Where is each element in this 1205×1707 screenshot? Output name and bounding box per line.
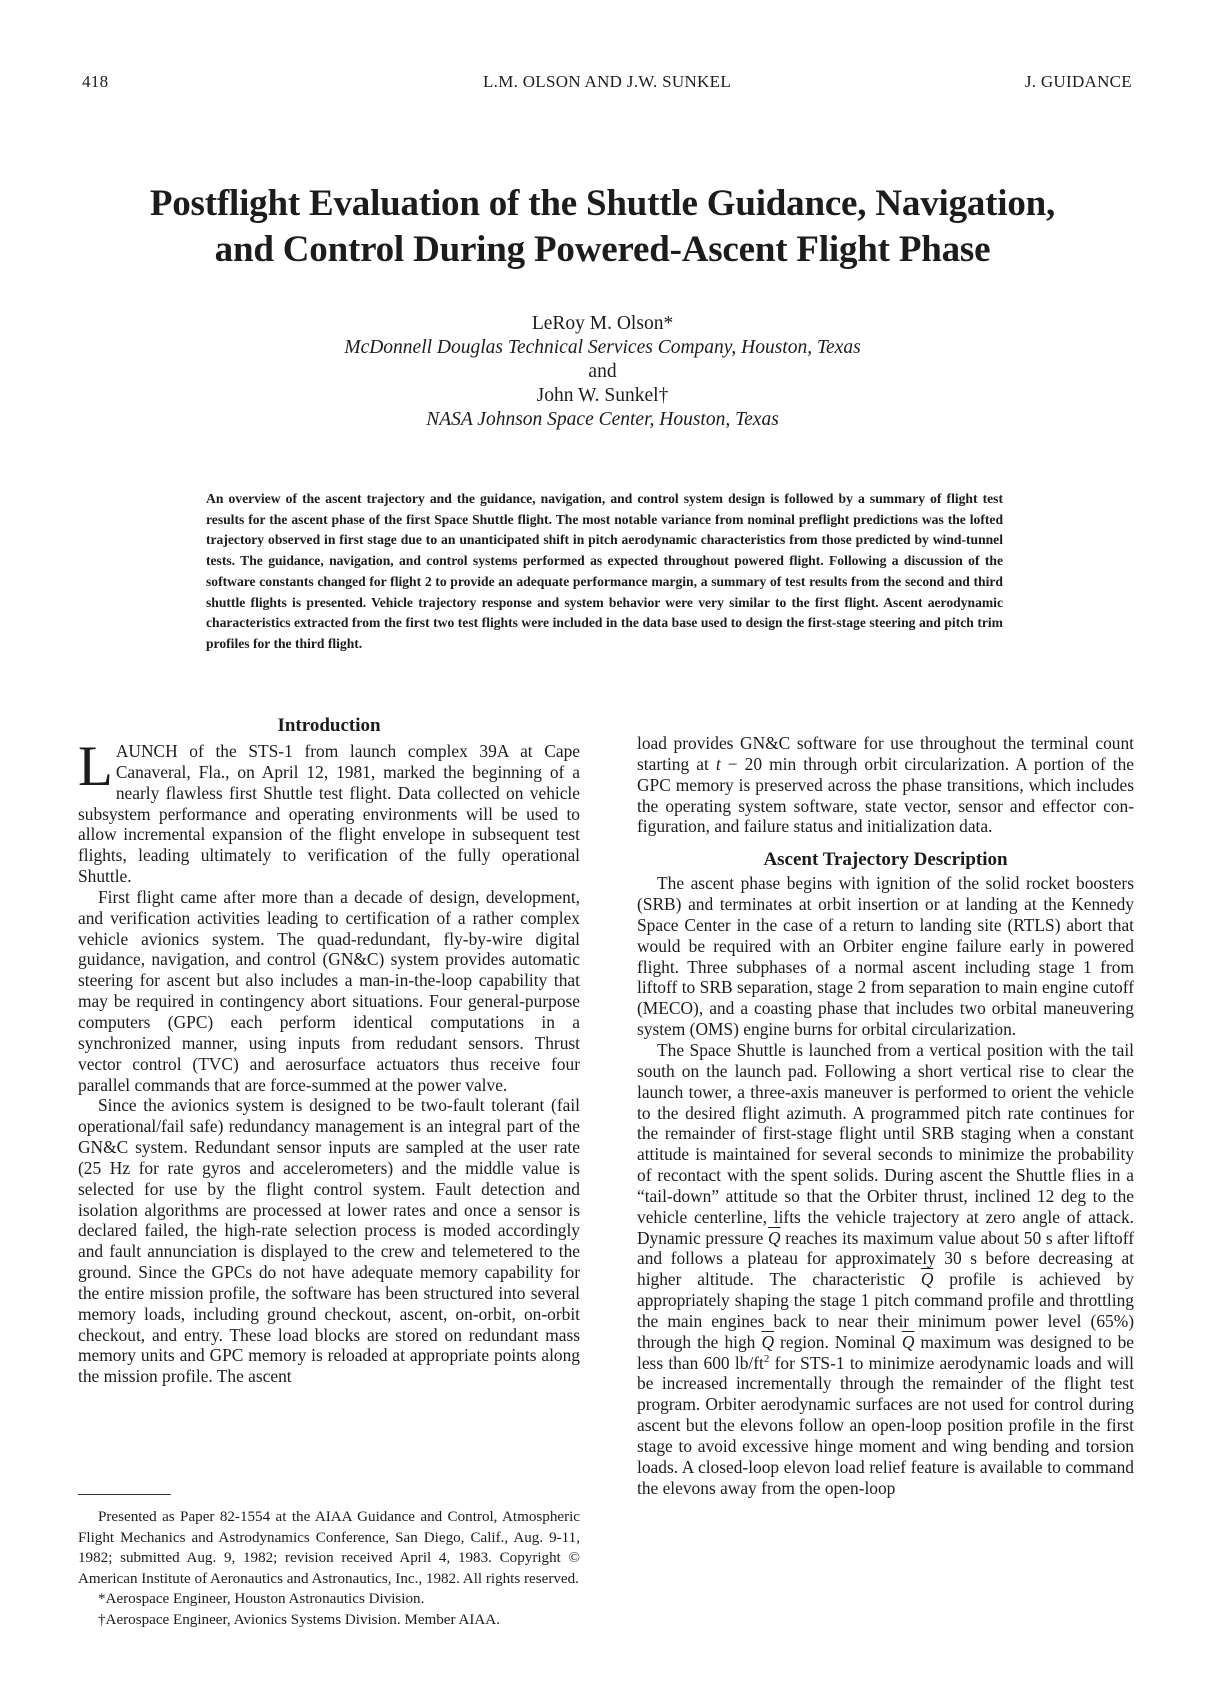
abstract: An overview of the ascent trajectory and the guidance, navigation, and control system design is followed by a summary of flight test results for the ascent phase of the first Space Shuttle flight. The most notable variance from nominal preflight predictions was the lofted trajectory observed in first stage due to an unanticipated shift in pitch aerodynamic characteristics from those predicted by wind-tunnel tests. The guidance, navigation, and control systems performed as expected throughout powered flight. Following a discussion of the software constants changed for flight 2 to provide an adequate performance margin, a summary of test results from the second and third shuttle flights is presented. Vehicle trajectory response and system behavior were very similar to the first flight. Ascent aerodynamic characteristics extracted from the first two test flights were included in the data base used to design the first-stage steering and pitch trim profiles for the third flight. [206,491,1003,651]
dynamic-pressure-symbol: $\overline{Q}$ [901,1331,915,1352]
text-run: The Space Shuttle is launched from a vertical position with the tail south on the launch pad. Following a short vertical rise to clear the launch tower, a three-axis maneuver is performed to orient the vehicle to the desired flight azimuth. A programmed pitch rate continues for the remainder of first-stage flight until SRB staging when a constant attitude is maintained for several seconds to minimize the probability of recontact with the spent solids. During ascent the Shuttle flies in a “tail-down” attitude so that the Orbiter thrust, inclined 12 deg to the vehicle centerline, lifts the vehicle trajectory at zero angle of attack. Dynamic pressure [637,1039,1134,1248]
introduction-paragraph-1 [78,735,580,887]
footnotes [78,1507,580,1631]
dynamic-pressure-symbol: $\overline{Q}$ [767,1227,781,1248]
footnote-presented: Presented as Paper 82-1554 at the AIAA Guidance and Control, Atmospheric Flight Mechanics and Astrodynamics Conference, San Diego, Calif., Aug. 9-11, 1982; submitted Aug. 9, 1982; revision received April 4, 1983. Copyright © American Institute of Aeronautics and Astronautics, Inc., 1982. All rights reserved. [78,1509,580,1587]
introduction-paragraph-continued [637,733,1134,837]
author-affiliation-1: McDonnell Douglas Technical Services Company, Houston, Texas [344,337,861,358]
footnote-author-2: †Aerospace Engineer, Avionics Systems Division. Member AIAA. [98,1611,500,1628]
journal-name: J. GUIDANCE [1024,72,1132,91]
text-run: region. Nominal [774,1331,902,1352]
dynamic-pressure-symbol: $\overline{Q}$ [761,1331,774,1352]
introduction-heading: Introduction [277,715,381,736]
author-affiliation-2: NASA Johnson Space Center, Houston, Texas [426,409,779,430]
footnote-author-1: *Aerospace Engineer, Houston Astronautics Division. [98,1591,425,1608]
text-run: profile is achieved by appropriately shaping the stage 1 pitch command profile and throttling the main engines back to near their minimum power level (65%) through the high [637,1269,1135,1352]
ascent-paragraph-1: The ascent phase begins with ignition of the solid rocket boosters (SRB) and terminates at orbit insertion or at landing at the Kennedy Space Center in the case of a return to landing site (RTLS) abort that would be required with an Orbiter engine failure early in powered flight. Three subphases of a normal ascent including stage 1 from liftoff to SRB separation, stage 2 from separation to main engine cutoff (MECO), and a coasting phase that includes two orbital maneuvering system (OMS) engine burns for orbital circularization. [637,873,1134,1040]
dynamic-pressure-symbol: $\overline{Q}$ [920,1269,934,1290]
text-run: for STS-1 to minimize aerodynamic loads and will be increased incrementally through the remainder of the flight test program. Orbiter aerodynamic surfaces are not used for control during ascent but the elevons follow an open-loop position profile in the first stage to avoid excessive hinge moment and wing bending and torsion loads. A closed-loop elevon load relief feature is available to command the elevons away from the open-loop [637,1352,1134,1498]
paper-title [60,181,1145,273]
text-run: − 20 min through orbit circularization. A portion of the GPC memory is preserved across the phase transitions, which includes the operating system software, state vector, sensor and effector configuration, and failure status and initialization data. [637,753,1134,837]
page-number: 418 [82,72,109,91]
drop-cap: L [78,735,113,798]
introduction-paragraph-2: First flight came after more than a decade of design, development, and verification activities leading to certification of a rather complex vehicle avionics system. The quad-redundant, fly-by-wire digital guidance, navigation, and control (GN&C) system provides automatic steering for ascent but also includes a man-in-the-loop capability that may be required in contingency abort situations. Four general-purpose computers (GPC) each perform identical computations in a synchronized manner, using inputs from redudant sensors. Thrust vector control (TVC) and aerosurface actuators thus receive four parallel commands that are force-summed at the power valve. [78,886,580,1095]
running-head-authors: L.M. OLSON AND J.W. SUNKEL [482,72,732,91]
footnote-divider [78,1494,171,1495]
author-name-1: LeRoy M. Olson* [531,313,674,334]
ascent-paragraph-2 [637,1040,1134,1499]
time-variable: t [715,753,721,774]
author-conjunction: and [588,361,617,382]
title-line-1: Postflight Evaluation of the Shuttle Guidance, Navigation, [149,183,1056,224]
author-name-2: John W. Sunkel† [536,385,669,406]
author-block [160,312,1045,432]
title-line-2: and Control During Powered-Ascent Flight Phase [214,229,991,270]
text-run: reaches its maximum value about 50 s after liftoff and follows a plateau for approximately 30 s before decreasing at higher altitude. The characteristic [637,1227,1134,1290]
text-run: load provides GN&C software for use throughout the terminal count starting at [637,733,1134,774]
text-run: maximum was designed to be less than 600 lb/ft [637,1331,1134,1373]
superscript: 2 [763,1352,770,1365]
left-column [78,714,580,1387]
right-column [637,733,1134,1499]
introduction-paragraph-3: Since the avionics system is designed to be two-fault tolerant (fail operational/fail safe) redundancy management is an integral part of the GN&C system. Redundant sensor inputs are sampled at the user rate (25 Hz for rate gyros and accelerometers) and the middle value is selected for use by the flight control system. Fault detection and isolation algorithms are processed at lower rates and once a sensor is declared failed, the high-rate selection process is moded accordingly and fault annunciation is displayed to the crew and telemetered to the ground. Since the GPCs do not have adequate memory capability for the entire mission profile, the software has been structured into several memory loads, including ground checkout, ascent, on-orbit, on-orbit checkout, and entry. These load blocks are stored on redundant mass memory units and GPC memory is reloaded at appropriate points along the mission profile. The ascent [78,1095,580,1387]
ascent-heading: Ascent Trajectory Description [763,849,1008,871]
running-header [82,72,1132,98]
introduction-paragraph-1-text: AUNCH of the STS-1 from launch complex 39A at Cape Canaveral, Fla., on April 12, 1981, marked the beginning of a nearly flawless first Shuttle test flight. Data collected on vehicle subsystem performance and operating environments will be used to allow incremental expansion of the flight envelope in subsequent test flights, leading ultimately to verification of the fully operational Shuttle. [78,741,580,887]
